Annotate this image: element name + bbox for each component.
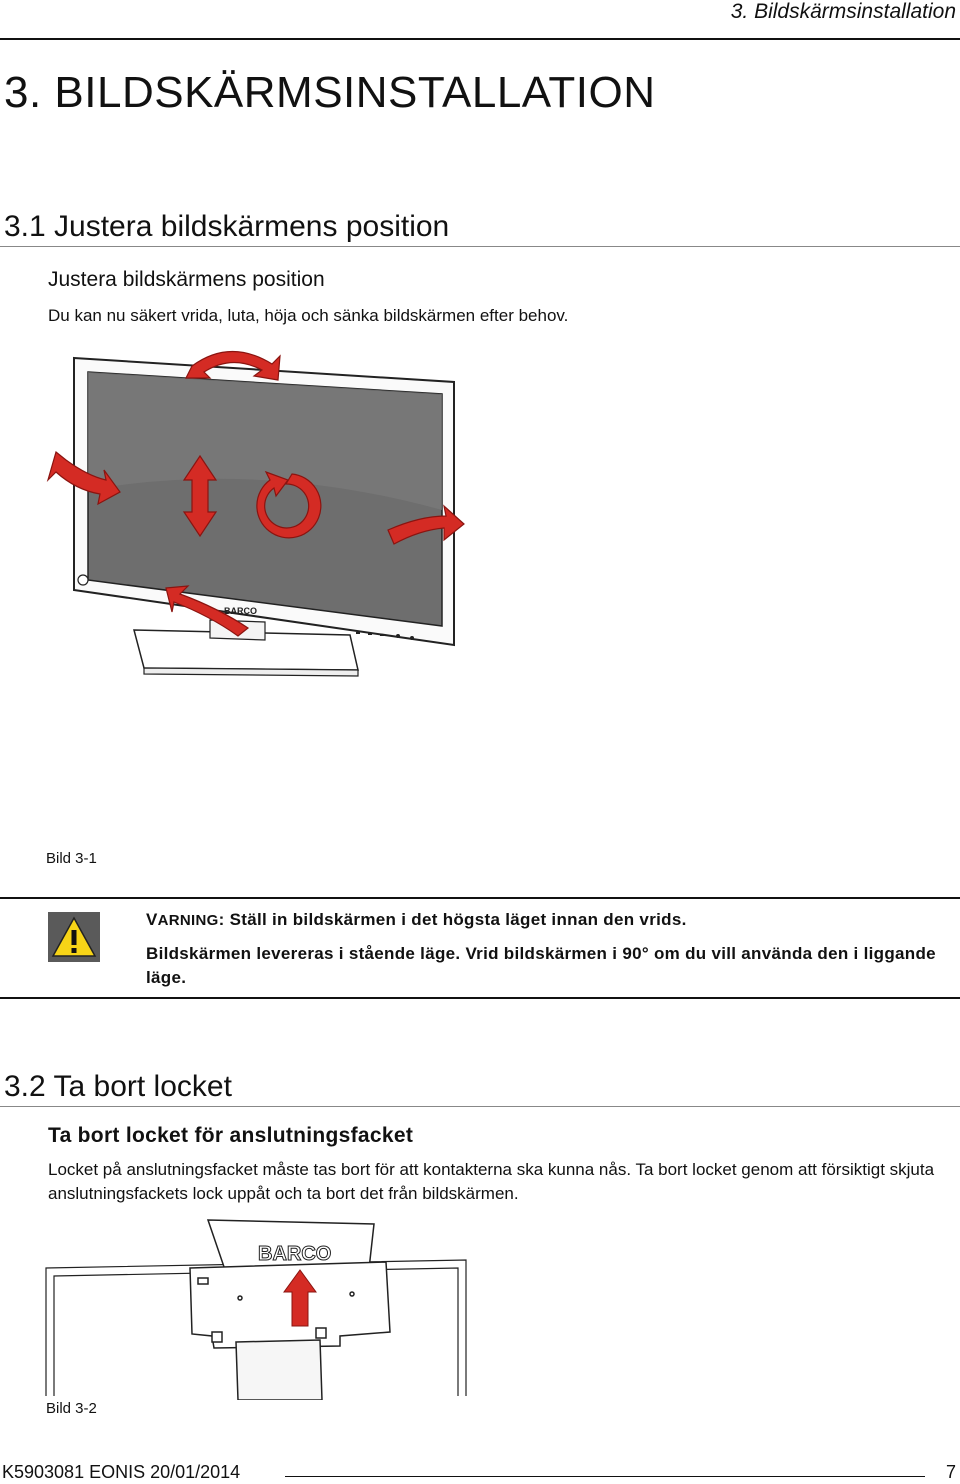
- footer-doc-id: K5903081 EONIS 20/01/2014: [2, 1462, 241, 1482]
- cover-brand-label: BARCO: [258, 1243, 332, 1265]
- section-3-2-rule: [0, 1106, 960, 1107]
- warning-title-smallcaps: ARNING: [157, 912, 219, 929]
- warning-triangle-icon: [48, 912, 100, 962]
- warning-top-rule: [0, 897, 960, 899]
- warning-title-cap: V: [146, 910, 158, 929]
- figure-3-1-caption: Bild 3-1: [46, 850, 97, 867]
- figure-3-2-caption: Bild 3-2: [46, 1400, 97, 1417]
- footer-rule: [285, 1476, 925, 1477]
- section-3-1-rule: [0, 246, 960, 247]
- warning-body: Bildskärmen levereras i stående läge. Vrid bildskärmen i 90° om du vill använda den i liggande läge.: [146, 944, 936, 987]
- chapter-title: 3. BILDSKÄRMSINSTALLATION: [4, 68, 656, 117]
- warning-bottom-rule: [0, 997, 960, 999]
- section-3-1-body: Du kan nu säkert vrida, luta, höja och sänka bildskärmen efter behov.: [48, 306, 569, 325]
- warning-title: [146, 910, 687, 930]
- header-rule: [0, 38, 960, 40]
- section-3-2-title: 3.2 Ta bort locket: [4, 1070, 232, 1103]
- section-3-1-title: 3.1 Justera bildskärmens position: [4, 210, 450, 243]
- figure-3-2-cover: [40, 1216, 470, 1400]
- running-header: 3. Bildskärmsinstallation: [730, 0, 956, 23]
- section-3-2-body: Locket på anslutningsfacket måste tas bort för att kontakterna ska kunna nås. Ta bort locket genom att försiktigt skjuta anslutningsfackets lock uppåt och ta bort det från bildskärmen.: [48, 1160, 935, 1203]
- footer-page-number: 7: [945, 1462, 956, 1482]
- section-3-1-subtitle: Justera bildskärmens position: [48, 268, 325, 291]
- section-3-2-subtitle: Ta bort locket för anslutningsfacket: [48, 1124, 414, 1147]
- figure-3-1-monitor: [40, 340, 480, 700]
- monitor-brand-label: BARCO: [224, 606, 257, 616]
- warning-title-rest: : Ställ in bildskärmen i det högsta läget innan den vrids.: [218, 910, 687, 929]
